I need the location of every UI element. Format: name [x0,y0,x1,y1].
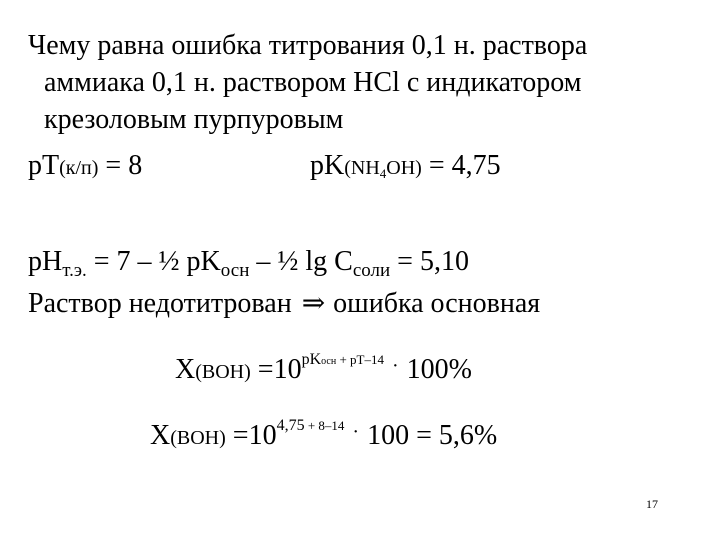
formula-2-x: X [150,420,171,451]
pK-label: pK [310,150,345,181]
pK-subscript-a: (NH [344,157,380,179]
ph-subscript: т.э. [62,260,87,281]
pK-value: = 4,75 [421,150,501,181]
ph-label: pH [28,246,63,277]
formula-2-exp-a: 4,75 [276,417,305,434]
given-pK [310,152,501,180]
question-line-3: крезоловым пурпуровым [44,104,344,135]
formula-1-eq: =10 [250,354,302,385]
given-pT [28,152,142,180]
pK-subscript-b: OH) [386,157,422,179]
formula-2-dot: · [352,421,360,443]
conclusion [28,290,540,318]
formula-2 [150,418,497,450]
formula-1-dot: · [391,355,399,377]
formula-1-exp-b: + pT–14 [336,352,384,367]
pT-value: = 8 [98,150,143,181]
formula-1-tail: 100% [406,354,472,385]
page-number: 17 [646,497,658,511]
pK-subscript-4: 4 [379,166,387,181]
pT-subscript: (к/п) [59,157,99,179]
pT-label: pT [28,150,60,181]
formula-1 [175,352,472,384]
ph-equation [28,248,469,280]
formula-2-paren: (BOH) [170,427,226,449]
ph-part-2: – ½ lg C [249,246,353,277]
conclusion-text-1: Раствор недотитрован [28,288,292,319]
k-subscript: осн [220,260,250,281]
c-subscript: соли [352,260,391,281]
ph-part-1: = 7 – ½ pK [86,246,221,277]
formula-2-exponent [277,417,345,434]
formula-2-eq: =10 [225,420,277,451]
formula-1-exp-a: pK [301,351,322,368]
ph-part-3: = 5,10 [390,246,469,277]
formula-2-tail: 100 = 5,6% [367,420,498,451]
implies-arrow-icon: ⇒ [301,288,326,319]
formula-1-exponent [302,351,384,368]
question-line-1: Чему равна ошибка титрования 0,1 н. раствора [28,30,588,61]
conclusion-text-2: ошибка основная [333,288,541,319]
formula-1-paren: (BOH) [195,361,251,383]
question-line-2: аммиака 0,1 н. раствором HCl с индикатором [44,67,582,98]
formula-1-exp-sub: осн [321,356,337,367]
formula-1-x: X [175,354,196,385]
formula-2-exp-b: + 8–14 [304,418,345,433]
